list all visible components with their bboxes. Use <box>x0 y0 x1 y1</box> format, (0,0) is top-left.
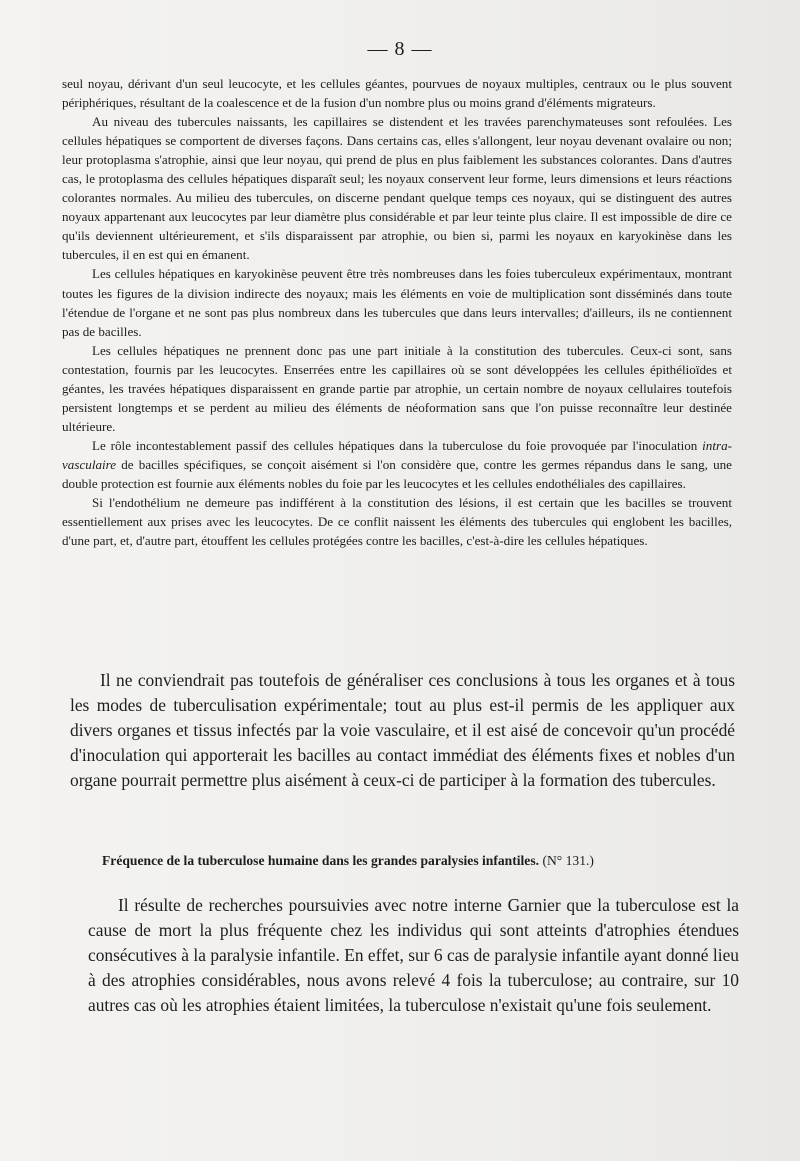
italic-term: intra-vasculaire <box>62 437 732 472</box>
heading-title: Fréquence de la tuberculose humaine dans les grandes paralysies infantiles. <box>102 853 540 868</box>
liver-tuberculosis-section <box>62 74 732 550</box>
paragraph: Il ne conviendrait pas toutefois de généraliser ces conclusions à tous les organes et à tous les modes de tuberculisation expérimentale; tout au plus est-il permis de les appliquer aux divers organes et tissus infectés par la voie vasculaire, et il est aisé de concevoir qu'un procédé d'inoculation qui apporterait les bacilles au contact immédiat des éléments fixes et nobles d'un organe pourrait permettre plus aisément à ceux-ci de participer à la formation des tubercules. <box>70 670 735 791</box>
heading-reference: (N° 131.) <box>542 853 594 868</box>
paragraph: Si l'endothélium ne demeure pas indifférent à la constitution des lésions, il est certain que les bacilles se trouvent essentiellement aux prises avec les leucocytes. De ce conflit naissent les éléments des tubercules qui englobent les bacilles, d'une part, et, d'autre part, étouffent les cellules protégées contre les bacilles, c'est-à-dire les cellules hépatiques. <box>62 495 732 549</box>
page-number: — 8 — <box>367 38 433 60</box>
conclusion-section <box>70 668 735 793</box>
text-run: de bacilles spécifiques, se conçoit aisément si l'on considère que, contre les germes répandus dans le sang, une double protection est fournie aux éléments nobles du foie par les leucocytes et les cellules endothéliales des capillaires. <box>62 456 732 491</box>
paragraph-passive-role <box>62 436 732 493</box>
paragraph: Les cellules hépatiques en karyokinèse peuvent être très nombreuses dans les foies tuberculeux expérimentaux, montrant toutes les figures de la division indirecte des noyaux; mais les éléments en voie de multiplication sont disséminés dans toute l'étendue de l'organe et ne sont pas plus nombreux dans les tubercules que dans leurs intervalles; d'ailleurs, ils ne contiennent pas de bacilles. <box>62 266 732 339</box>
text-run: Le rôle incontestablement passif des cellules hépatiques dans la tuberculose du foie provoquée par l'inoculation <box>92 437 703 453</box>
paragraph: seul noyau, dérivant d'un seul leucocyte, et les cellules géantes, pourvues de noyaux multiples, centraux ou le plus souvent périphériques, résultant de la coalescence et de la fusion d'un nombre plus ou moins grand d'éléments migrateurs. <box>62 76 732 111</box>
section-heading <box>102 853 742 869</box>
paralysis-section <box>88 893 739 1018</box>
paragraph: Il résulte de recherches poursuivies avec notre interne Garnier que la tuberculose est la cause de mort la plus fréquente chez les individus qui sont atteints d'atrophies étendues consécutives à la paralysie infantile. En effet, sur 6 cas de paralysie infantile ayant donné lieu à des atrophies considérables, nous avons relevé 4 fois la tuberculose; au contraire, sur 10 autres cas où les atrophies étaient limitées, la tuberculose n'existait qu'une fois seulement. <box>88 895 739 1016</box>
paragraph: Les cellules hépatiques ne prennent donc pas une part initiale à la constitution des tubercules. Ceux-ci sont, sans contestation, fournis par les leucocytes. Enserrées entre les capillaires où se sont développées les cellules épithélioïdes et géantes, les travées hépatiques disparaissent en grande partie par atrophie, un certain nombre de noyaux cellulaires toutefois persistent longtemps et se perdent au milieu des éléments de néoformation sans que l'on puisse reconnaître leur destinée ultérieure. <box>62 342 732 434</box>
paragraph: Au niveau des tubercules naissants, les capillaires se distendent et les travées parenchymateuses sont refoulées. Les cellules hépatiques se comportent de diverses façons. Dans certains cas, elles s'allongent, leur noyau devenant ovalaire ou non; leur protoplasma s'atrophie, ainsi que leur noyau, qui prend de plus en plus faiblement les substances colorantes. Dans d'autres cas, le protoplasma des cellules hépatiques disparaît seul; les noyaux conservent leur forme, leurs dimensions et leurs réactions colorantes normales. Au milieu des tubercules, on discerne pendant quelque temps ces noyaux, qui se distinguent des autres noyaux appartenant aux leucocytes par leur diamètre plus considérable et par leur teinte plus claire. Il est impossible de dire ce qu'ils deviennent ultérieurement, et s'ils disparaissent par atrophie, ou bien si, parmi les noyaux en karyokinèse dans les tubercules, il en est qui en émanent. <box>62 114 732 263</box>
